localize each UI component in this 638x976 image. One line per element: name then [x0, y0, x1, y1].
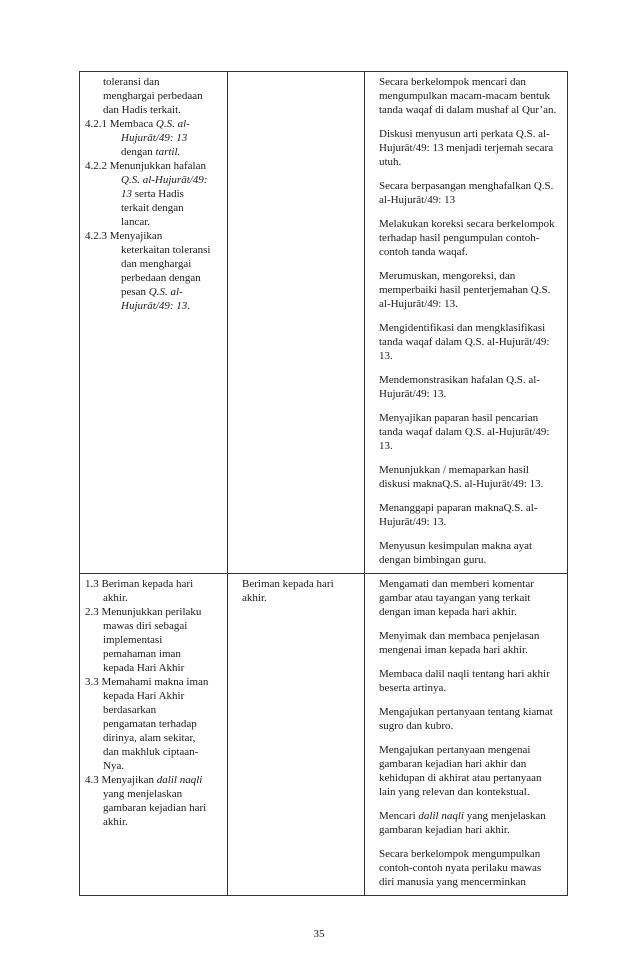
competency-number: 2.3 — [85, 606, 102, 618]
text: menghargai perbedaan — [103, 90, 203, 102]
activity-line: Hujurāt/49: 13. — [379, 388, 447, 400]
text: mawas diri sebagai — [103, 620, 188, 632]
competency-number: 1.3 — [85, 578, 102, 590]
competency-line — [85, 661, 223, 675]
activity-item — [370, 847, 563, 889]
text: pemahaman iman — [103, 648, 181, 660]
activity-line: Mengidentifikasi dan mengklasifikasi — [379, 322, 546, 334]
text: Menunjukkan hafalan — [109, 160, 206, 172]
text: Membaca — [109, 118, 156, 130]
table-row — [80, 574, 568, 896]
table-row — [80, 72, 568, 574]
italic-text: Hujurāt/49: 13 — [121, 300, 188, 312]
activity-item — [370, 179, 563, 207]
text: kepada Hari Akhir — [103, 690, 185, 702]
text: kepada Hari Akhir — [103, 662, 185, 674]
italic-text: Q.S. al-Hujurāt/49: — [121, 174, 208, 186]
text: dengan — [121, 146, 156, 158]
competency-line — [85, 675, 223, 689]
activity-line: Mencari dalil naqli yang menjelaskan — [379, 810, 546, 822]
competency-line — [85, 619, 223, 633]
activity-line: contoh-contoh nyata perilaku mawas — [379, 862, 542, 874]
text: terkait dengan — [121, 202, 184, 214]
competency-line — [85, 215, 223, 229]
activity-item — [370, 75, 563, 117]
competency-line — [85, 229, 223, 243]
activity-line: Menyimak dan membaca penjelasan — [379, 630, 540, 642]
competency-line — [85, 145, 223, 159]
activity-line: Hujurāt/49: 13 menjadi terjemah secara — [379, 142, 554, 154]
text: yang menjelaskan — [103, 788, 183, 800]
activity-line: gambar atau tayangan yang terkait — [379, 592, 531, 604]
italic-text: Q.S. al- — [155, 118, 190, 130]
text: berdasarkan — [103, 704, 157, 716]
competency-line — [85, 201, 223, 215]
text: Menyajikan — [109, 230, 163, 242]
text: keterkaitan toleransi — [121, 244, 211, 256]
italic-text: Hujurāt/49: 13 — [121, 132, 188, 144]
activity-item — [233, 577, 360, 605]
competency-line — [85, 815, 223, 829]
activity-item — [370, 411, 563, 453]
activity-item — [370, 809, 563, 837]
text: Menunjukkan perilaku — [101, 606, 202, 618]
competency-line — [85, 647, 223, 661]
activity-line: diskusi maknaQ.S. al-Hujurāt/49: 13. — [379, 478, 544, 490]
activity-cell — [365, 72, 568, 574]
activity-line: Secara berkelompok mencari dan — [379, 76, 526, 88]
competency-line — [85, 117, 223, 131]
activity-line: tanda waqaf dalam Q.S. al-Hujurāt/49: — [379, 426, 550, 438]
competency-line — [85, 605, 223, 619]
activity-line: al-Hujurāt/49: 13. — [379, 298, 458, 310]
competency-number: 4.2.3 — [85, 230, 110, 242]
activity-line: Diskusi menyusun arti perkata Q.S. al- — [379, 128, 550, 140]
activity-line: mengenai iman kepada hari akhir. — [379, 644, 528, 656]
competency-number: 3.3 — [85, 676, 102, 688]
activity-item — [370, 705, 563, 733]
activity-line: utuh. — [379, 156, 402, 168]
competency-line — [85, 103, 223, 117]
text: . — [187, 300, 191, 312]
competency-line — [85, 75, 223, 89]
competency-cell — [80, 574, 228, 896]
italic-text: Q.S. al- — [148, 286, 183, 298]
competency-line — [85, 299, 223, 313]
competency-line — [85, 717, 223, 731]
activity-line: Mendemonstrasikan hafalan Q.S. al- — [379, 374, 540, 386]
competency-number: 4.2.1 — [85, 118, 110, 130]
competency-line — [85, 591, 223, 605]
competency-line — [85, 801, 223, 815]
competency-line — [85, 731, 223, 745]
competency-line — [85, 689, 223, 703]
page-number: 35 — [313, 928, 325, 940]
text: akhir. — [103, 592, 128, 604]
activity-line: mengumpulkan macam-macam bentuk — [379, 90, 551, 102]
competency-line — [85, 703, 223, 717]
activity-item — [370, 577, 563, 619]
activity-item — [370, 539, 563, 567]
competency-line — [85, 773, 223, 787]
activity-item — [370, 217, 563, 259]
activity-line: Secara berkelompok mengumpulkan — [379, 848, 541, 860]
activity-line: diri manusia yang mencerminkan — [379, 876, 526, 888]
competency-line — [85, 787, 223, 801]
italic-text: tartil. — [155, 146, 181, 158]
activity-item — [370, 463, 563, 491]
activity-line: gambaran kejadian hari akhir dan — [379, 758, 527, 770]
lesson-plan-table — [79, 71, 568, 896]
text: lancar. — [121, 216, 151, 228]
activity-line: dengan iman kepada hari akhir. — [379, 606, 517, 618]
activity-line: Merumuskan, mengoreksi, dan — [379, 270, 516, 282]
text: Nya. — [103, 760, 125, 772]
activity-line: Mengamati dan memberi komentar — [379, 578, 534, 590]
text: akhir. — [103, 816, 128, 828]
text: dan makhluk ciptaan- — [103, 746, 199, 758]
activity-line: Menunjukkan / memaparkan hasil — [379, 464, 529, 476]
activity-item — [370, 373, 563, 401]
activity-line: memperbaiki hasil penterjemahan Q.S. — [379, 284, 551, 296]
activity-item — [370, 127, 563, 169]
competency-line — [85, 633, 223, 647]
text: dan Hadis terkait. — [103, 104, 181, 116]
competency-line — [85, 759, 223, 773]
activity-line: Mengajukan pertanyaan tentang kiamat — [379, 706, 553, 718]
activity-line: Menyusun kesimpulan makna ayat — [379, 540, 533, 552]
text: serta Hadis — [132, 188, 184, 200]
activity-line: tanda waqaf di dalam mushaf al Qur’an. — [379, 104, 557, 116]
activity-line: 13. — [379, 440, 393, 452]
activity-item — [370, 629, 563, 657]
activity-item — [370, 269, 563, 311]
competency-number: 4.3 — [85, 774, 102, 786]
table-body — [80, 72, 568, 896]
text: pesan — [121, 286, 149, 298]
text: dirinya, alam sekitar, — [103, 732, 196, 744]
competency-line — [85, 187, 223, 201]
competency-number: 4.2.2 — [85, 160, 110, 172]
text: toleransi dan — [103, 76, 160, 88]
activity-line: 13. — [379, 350, 393, 362]
activity-line: Mengajukan pertanyaan mengenai — [379, 744, 531, 756]
italic-text: dalil naqli — [156, 774, 203, 786]
text: implementasi — [103, 634, 163, 646]
activity-line: gambaran kejadian hari akhir. — [379, 824, 510, 836]
competency-line — [85, 285, 223, 299]
text: gambaran kejadian hari — [103, 802, 207, 814]
activity-item — [370, 667, 563, 695]
activity-line: Melakukan koreksi secara berkelompok — [379, 218, 555, 230]
text: Beriman kepada hari — [101, 578, 194, 590]
activity-line: beserta artinya. — [379, 682, 447, 694]
activity-line: sugro dan kubro. — [379, 720, 454, 732]
activity-item — [370, 321, 563, 363]
competency-line — [85, 131, 223, 145]
text: Menyajikan — [101, 774, 157, 786]
activity-line: terhadap hasil pengumpulan contoh- — [379, 232, 540, 244]
activity-line: tanda waqaf dalam Q.S. al-Hujurāt/49: — [379, 336, 550, 348]
text: pengamatan terhadap — [103, 718, 197, 730]
activity-line: contoh tanda waqaf. — [379, 246, 468, 258]
activity-line: Secara berpasangan menghafalkan Q.S. — [379, 180, 554, 192]
competency-line — [85, 745, 223, 759]
activity-line: Hujurāt/49: 13. — [379, 516, 447, 528]
competency-line — [85, 173, 223, 187]
activity-line: lain yang relevan dan kontekstual. — [379, 786, 530, 798]
activity-item — [370, 501, 563, 529]
text: Memahami makna iman — [101, 676, 209, 688]
activity-line: kehidupan di akhirat atau pertanyaan — [379, 772, 542, 784]
activity-line: dengan bimbingan guru. — [379, 554, 487, 566]
activity-line: al-Hujurāt/49: 13 — [379, 194, 456, 206]
competency-line — [85, 257, 223, 271]
text: dan menghargai — [121, 258, 192, 270]
competency-line — [85, 271, 223, 285]
activity-line: Membaca dalil naqli tentang hari akhir — [379, 668, 550, 680]
activity-line: Beriman kepada hari — [242, 578, 334, 590]
competency-line — [85, 89, 223, 103]
activity-cell — [365, 574, 568, 896]
text: perbedaan dengan — [121, 272, 201, 284]
material-cell — [228, 72, 365, 574]
activity-line: Menyajikan paparan hasil pencarian — [379, 412, 539, 424]
activity-line: Menanggapi paparan maknaQ.S. al- — [379, 502, 538, 514]
competency-line — [85, 243, 223, 257]
competency-cell — [80, 72, 228, 574]
activity-item — [370, 743, 563, 799]
activity-line: akhir. — [242, 592, 267, 604]
competency-line — [85, 159, 223, 173]
material-cell — [228, 574, 365, 896]
italic-text: 13 — [121, 188, 132, 200]
competency-line — [85, 577, 223, 591]
